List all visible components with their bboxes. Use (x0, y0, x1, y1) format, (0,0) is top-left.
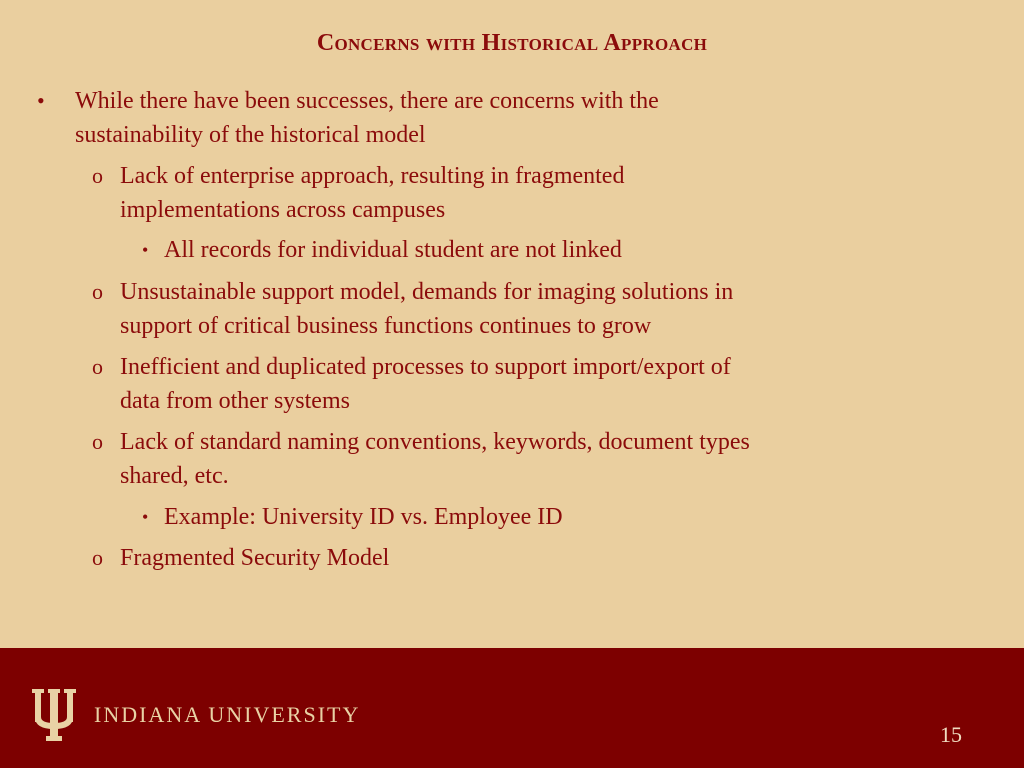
slide-title: Concerns with Historical Approach (316, 30, 708, 56)
bullet-line: support of critical business functions continues to grow (120, 313, 652, 339)
bullet-line: Inefficient and duplicated processes to support import/export of (120, 354, 731, 380)
bullet-line: Lack of enterprise approach, resulting in fragmented (120, 163, 625, 189)
iu-trident-icon (32, 689, 76, 743)
bullet-line: data from other systems (120, 388, 350, 414)
bullet-line: Example: University ID vs. Employee ID (164, 504, 563, 530)
list-item (142, 233, 622, 267)
bullet-marker: o (92, 429, 103, 454)
bullet-line: shared, etc. (120, 463, 229, 489)
list-item (92, 159, 625, 227)
bullet-line: implementations across campuses (120, 197, 446, 223)
bullet-line: sustainability of the historical model (75, 122, 426, 148)
bullet-line: While there have been successes, there are concerns with the (75, 88, 659, 114)
bullet-marker: o (92, 279, 103, 304)
bullet-line: Lack of standard naming conventions, keywords, document types (120, 429, 750, 455)
bullet-line: Unsustainable support model, demands for imaging solutions in (120, 279, 734, 305)
university-name: INDIANA UNIVERSITY (94, 702, 361, 727)
bullet-marker: o (92, 545, 103, 570)
bullet-marker: • (142, 240, 149, 260)
list-item (92, 275, 734, 343)
list-item (92, 541, 390, 575)
page-number: 15 (940, 722, 962, 747)
list-item (92, 350, 731, 418)
bullet-line: Fragmented Security Model (120, 545, 390, 571)
list-item (92, 425, 750, 493)
bullet-marker: • (37, 88, 45, 113)
bullet-line: All records for individual student are not linked (164, 237, 622, 263)
bullet-marker: o (92, 163, 103, 188)
bullet-marker: • (142, 507, 149, 527)
list-item (142, 500, 563, 534)
list-item (37, 84, 659, 152)
bullet-marker: o (92, 354, 103, 379)
footer-bar (0, 648, 1024, 768)
